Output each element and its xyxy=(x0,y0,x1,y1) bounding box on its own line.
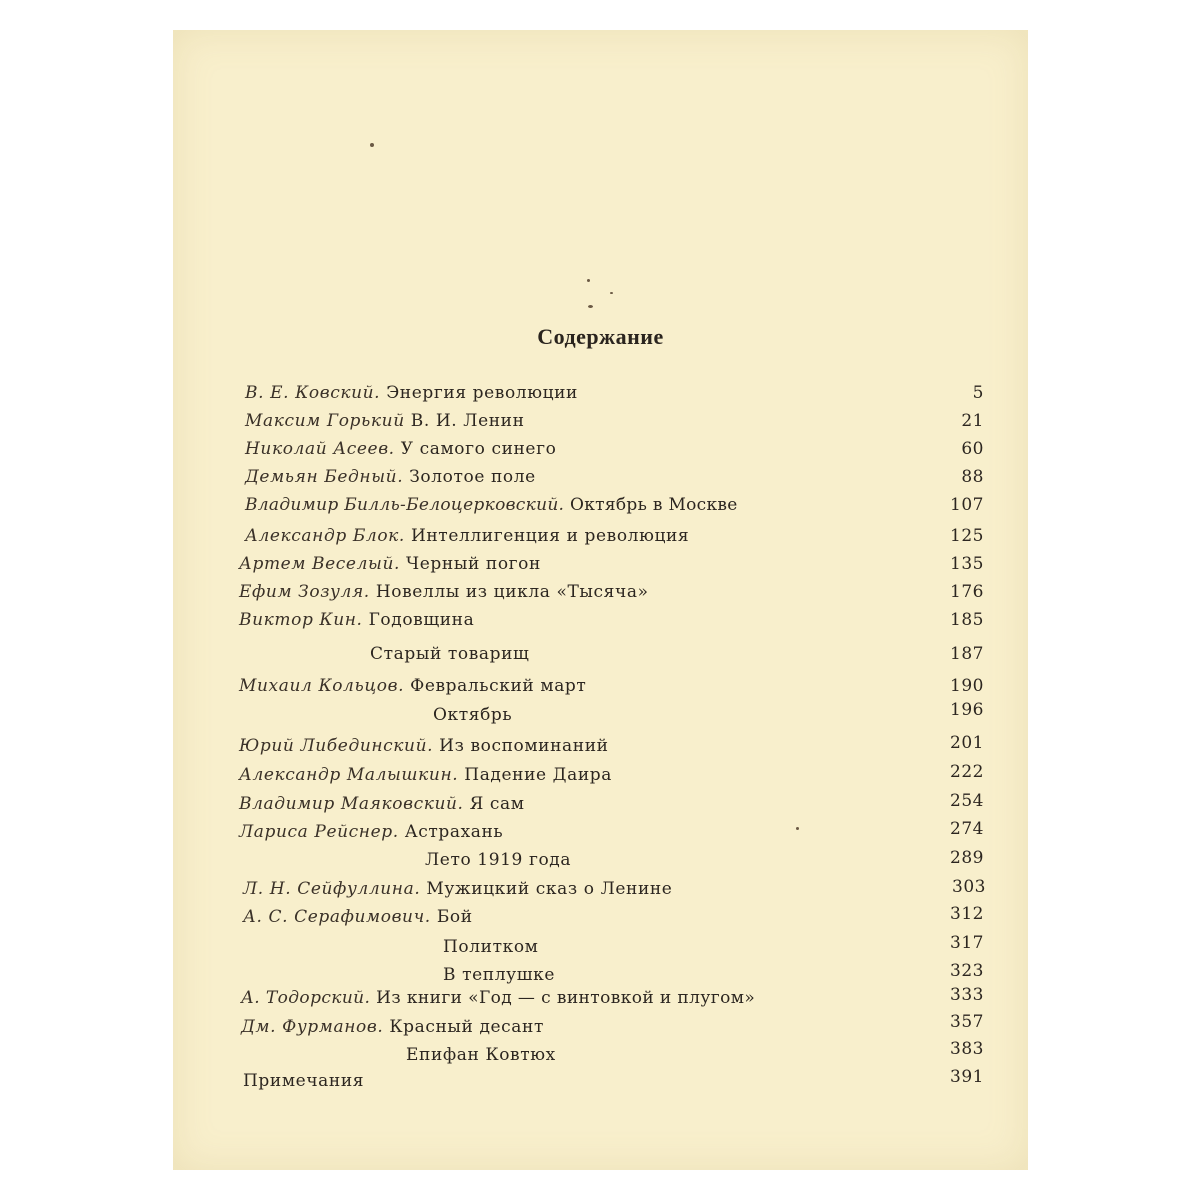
toc-author: А. Тодорский. xyxy=(241,988,371,1008)
toc-title: Февральский март xyxy=(410,676,587,696)
toc-title: Черный погон xyxy=(406,554,541,574)
toc-title: Золотое поле xyxy=(409,467,536,487)
toc-entry-text xyxy=(406,1044,556,1066)
toc-title: Красный десант xyxy=(389,1017,544,1037)
toc-entry-text xyxy=(239,553,541,575)
toc-entry xyxy=(173,764,1028,788)
toc-author: А. С. Серафимович. xyxy=(243,907,431,927)
toc-author: Владимир Билль-Белоцерковский. xyxy=(245,495,565,515)
toc-page-number: 391 xyxy=(950,1067,984,1087)
toc-page-number: 222 xyxy=(950,762,984,782)
toc-author: Лариса Рейснер. xyxy=(239,822,399,842)
toc-page-number: 190 xyxy=(950,676,984,696)
toc-page-number: 312 xyxy=(950,904,984,924)
toc-entry-text xyxy=(443,964,555,986)
toc-author: Николай Асеев. xyxy=(245,439,395,459)
toc-author: Александр Малышкин. xyxy=(239,765,459,785)
toc-entry-text xyxy=(245,438,556,460)
toc-page-number: 60 xyxy=(961,439,984,459)
toc-entry-text xyxy=(245,382,578,404)
toc-entry xyxy=(173,466,1028,490)
toc-title: Из воспоминаний xyxy=(439,736,609,756)
toc-entry-text xyxy=(245,525,689,547)
toc-entry-text xyxy=(239,821,503,843)
toc-title: Политком xyxy=(443,937,539,957)
toc-author: Виктор Кин. xyxy=(239,610,363,630)
toc-author: Михаил Кольцов. xyxy=(239,676,405,696)
toc-page-number: 383 xyxy=(950,1039,984,1059)
toc-author: Ефим Зозуля. xyxy=(239,582,370,602)
ink-speck xyxy=(370,143,374,147)
toc-title: Годовщина xyxy=(368,610,475,630)
toc-entry-text xyxy=(245,466,536,488)
toc-page-number: 5 xyxy=(972,383,984,403)
toc-entry-text xyxy=(370,643,529,665)
toc-entry xyxy=(173,382,1028,406)
toc-entry xyxy=(173,609,1028,633)
ink-speck xyxy=(588,305,593,308)
toc-entry xyxy=(173,643,1028,667)
toc-entry xyxy=(173,906,1028,930)
toc-entry xyxy=(173,878,1028,902)
toc-entry-text xyxy=(239,764,612,786)
toc-entry xyxy=(173,700,1028,728)
toc-entry-text xyxy=(239,675,586,697)
toc-title: Епифан Ковтюх xyxy=(406,1045,556,1065)
toc-author: Л. Н. Сейфуллина. xyxy=(243,879,421,899)
toc-entry-text xyxy=(241,987,755,1009)
toc-title: Астрахань xyxy=(404,822,504,842)
toc-author: Владимир Маяковский. xyxy=(239,794,464,814)
toc-entry xyxy=(173,410,1028,434)
toc-title: Новеллы из цикла «Тысяча» xyxy=(375,582,649,602)
toc-page-number: 323 xyxy=(950,961,984,981)
toc-title: В. И. Ленин xyxy=(410,411,525,431)
toc-title: Энергия революции xyxy=(386,383,578,403)
toc-author: Александр Блок. xyxy=(245,526,405,546)
toc-entry-text xyxy=(443,936,538,958)
toc-entry-text xyxy=(239,793,525,815)
toc-page-number: 176 xyxy=(950,582,984,602)
toc-page-number: 333 xyxy=(950,985,984,1005)
ink-speck xyxy=(610,292,613,294)
toc-entry xyxy=(173,987,1028,1011)
toc-page-number: 274 xyxy=(950,819,984,839)
toc-title: Лето 1919 года xyxy=(425,850,572,870)
toc-entry xyxy=(173,1039,1028,1068)
toc-page-number: 254 xyxy=(950,791,984,811)
toc-page-number: 187 xyxy=(950,644,984,664)
toc-author: Дм. Фурманов. xyxy=(241,1017,384,1037)
toc-page-number: 135 xyxy=(950,554,984,574)
toc-entry xyxy=(173,581,1028,605)
toc-entry-text xyxy=(245,410,525,432)
toc-page-number: 317 xyxy=(950,933,984,953)
toc-author: Демьян Бедный. xyxy=(245,467,404,487)
toc-title: Интеллигенция и революция xyxy=(410,526,690,546)
toc-entry xyxy=(173,821,1028,845)
toc-entry xyxy=(173,961,1028,988)
toc-entry xyxy=(173,553,1028,577)
toc-entry-text xyxy=(243,878,672,900)
toc-title: Примечания xyxy=(243,1071,365,1091)
toc-entry-text xyxy=(239,735,609,757)
toc-page-number: 303 xyxy=(952,877,986,897)
toc-entry-text xyxy=(425,849,571,871)
toc-entry-text xyxy=(245,494,738,516)
toc-title: Октябрь в Москве xyxy=(570,495,738,515)
toc-entry xyxy=(173,675,1028,699)
toc-page-number: 107 xyxy=(950,495,984,515)
toc-entry xyxy=(173,438,1028,462)
toc-entry xyxy=(173,1012,1028,1040)
toc-title: У самого синего xyxy=(400,439,557,459)
toc-title: Падение Даира xyxy=(464,765,612,785)
toc-title: В теплушке xyxy=(443,965,555,985)
toc-author: Артем Веселый. xyxy=(239,554,400,574)
toc-page-number: 21 xyxy=(961,411,984,431)
toc-entry xyxy=(173,849,1028,873)
toc-author: В. Е. Ковский. xyxy=(245,383,381,403)
toc-author: Юрий Либединский. xyxy=(239,736,434,756)
toc-entry xyxy=(173,793,1028,817)
book-page xyxy=(173,30,1028,1170)
toc-entry xyxy=(173,525,1028,549)
toc-page-number: 357 xyxy=(950,1012,984,1032)
toc-entry-text xyxy=(243,1070,364,1092)
ink-speck xyxy=(587,279,590,282)
toc-page-number: 196 xyxy=(950,700,984,720)
toc-title: Старый товарищ xyxy=(370,644,530,664)
toc-entry xyxy=(173,933,1028,960)
toc-page-number: 201 xyxy=(950,733,984,753)
toc-entry-text xyxy=(243,906,473,928)
page-title: Содержание xyxy=(537,324,664,349)
toc-title: Октябрь xyxy=(433,705,513,725)
toc-entry-text xyxy=(239,581,649,603)
toc-title: Мужицкий сказ о Ленине xyxy=(426,879,673,899)
toc-entry xyxy=(173,494,1028,518)
toc-title: Из книги «Год — с винтовкой и плугом» xyxy=(376,988,756,1008)
toc-page-number: 88 xyxy=(961,467,984,487)
toc-entry-text xyxy=(239,609,474,631)
toc-entry-text xyxy=(241,1016,544,1038)
toc-page-number: 289 xyxy=(950,848,984,868)
toc-entry-text xyxy=(433,704,512,726)
toc-entry xyxy=(173,735,1028,759)
toc-page-number: 185 xyxy=(950,610,984,630)
toc-title: Бой xyxy=(436,907,473,927)
toc-author: Максим Горький xyxy=(245,411,405,431)
toc-entry xyxy=(173,1067,1028,1094)
toc-page-number: 125 xyxy=(950,526,984,546)
toc-title: Я сам xyxy=(469,794,525,814)
